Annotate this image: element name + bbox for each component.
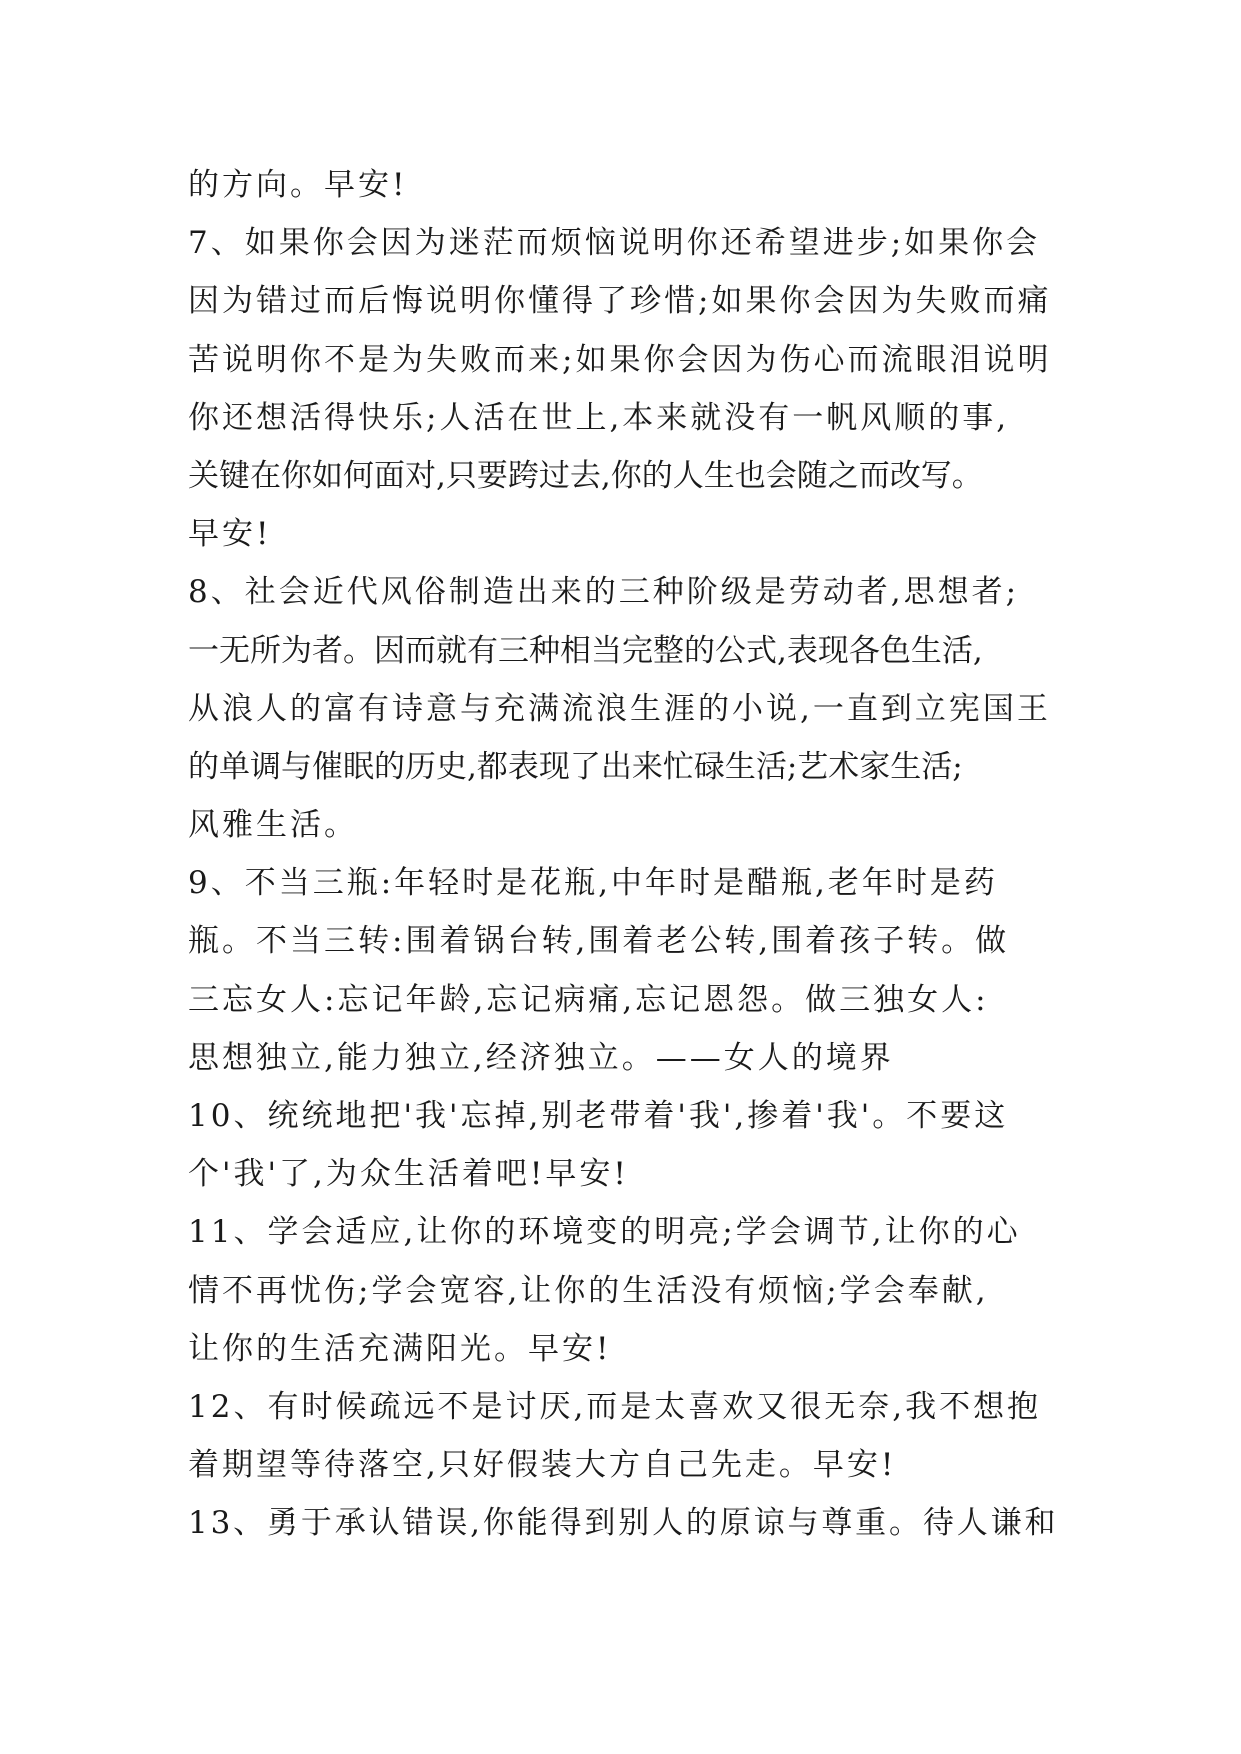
text-line: 13、勇于承认错误,你能得到别人的原谅与尊重。待人谦和 xyxy=(188,1505,1059,1542)
text-line: 早安! xyxy=(188,516,272,553)
text-line: 让你的生活充满阳光。早安! xyxy=(188,1330,612,1367)
text-line: 风雅生活。 xyxy=(188,807,358,844)
text-line: 三忘女人:忘记年龄,忘记病痛,忘记恩怨。做三独女人: xyxy=(188,981,989,1018)
text-line: 一无所为者。因而就有三种相当完整的公式,表现各色生活, xyxy=(188,632,983,669)
text-line: 从浪人的富有诗意与充满流浪生涯的小说,一直到立宪国王 xyxy=(188,690,1051,727)
document-body xyxy=(188,156,1058,1553)
text-line: 12、有时候疏远不是讨厌,而是太喜欢又很无奈,我不想抱 xyxy=(188,1388,1042,1425)
text-line: 苦说明你不是为失败而来;如果你会因为伤心而流眼泪说明 xyxy=(188,341,1052,378)
text-line: 11、学会适应,让你的环境变的明亮;学会调节,让你的心 xyxy=(188,1214,1021,1251)
text-line: 8、社会近代风俗制造出来的三种阶级是劳动者,思想者; xyxy=(188,574,1020,611)
text-line: 思想独立,能力独立,经济独立。——女人的境界 xyxy=(188,1039,894,1076)
text-line: 9、不当三瓶:年轻时是花瓶,中年时是醋瓶,老年时是药 xyxy=(188,865,998,902)
text-line: 的单调与催眠的历史,都表现了出来忙碌生活;艺术家生活; xyxy=(188,748,963,785)
text-line: 因为错过而后悔说明你懂得了珍惜;如果你会因为失败而痛 xyxy=(188,283,1052,320)
text-line: 关键在你如何面对,只要跨过去,你的人生也会随之而改写。 xyxy=(188,457,983,494)
text-line: 的方向。早安! xyxy=(188,167,408,203)
text-line: 情不再忧伤;学会宽容,让你的生活没有烦恼;学会奉献, xyxy=(188,1272,989,1309)
text-line: 瓶。不当三转:围着锅台转,围着老公转,围着孩子转。做 xyxy=(188,923,1010,960)
text-line: 着期望等待落空,只好假装大方自己先走。早安! xyxy=(188,1447,897,1484)
text-line: 你还想活得快乐;人活在世上,本来就没有一帆风顺的事, xyxy=(188,399,1010,436)
text-line: 个'我'了,为众生活着吧!早安! xyxy=(188,1156,629,1193)
text-line: 10、统统地把'我'忘掉,别老带着'我',掺着'我'。不要这 xyxy=(188,1098,1009,1134)
text-line: 7、如果你会因为迷茫而烦恼说明你还希望进步;如果你会 xyxy=(188,225,1041,262)
